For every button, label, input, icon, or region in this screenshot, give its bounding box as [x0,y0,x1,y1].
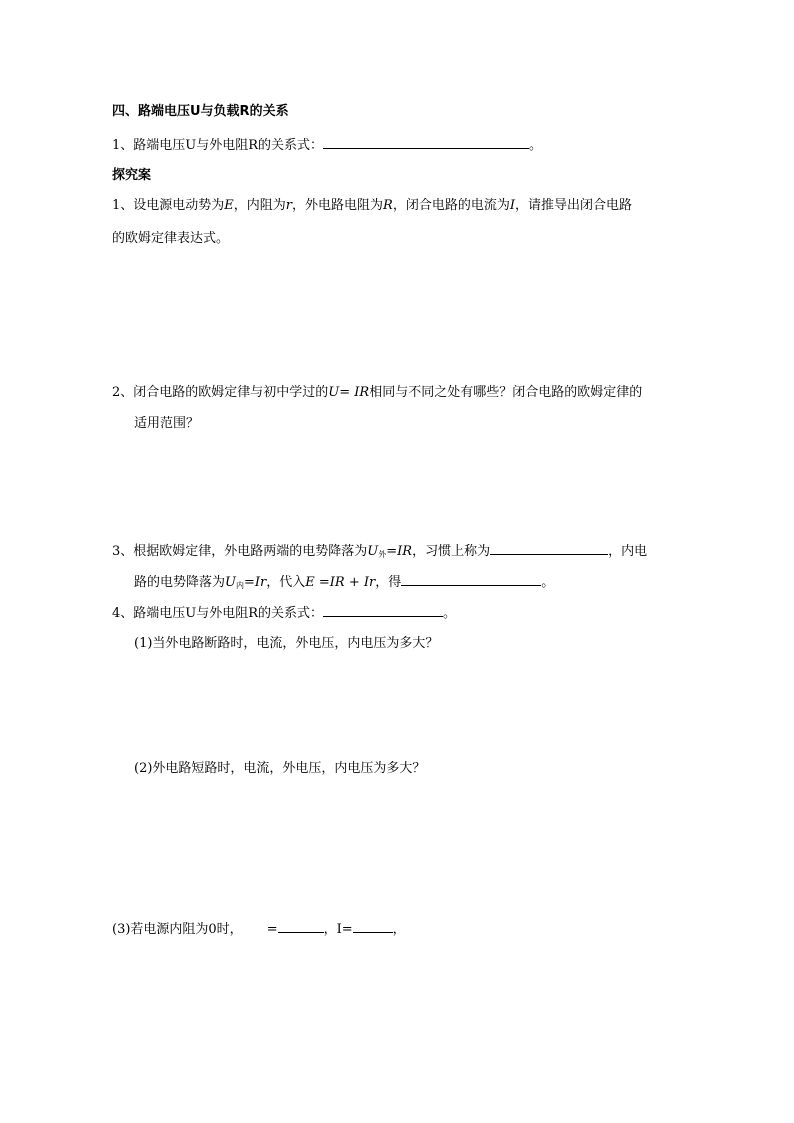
section-title: 四、路端电压U与负载R的关系 [112,104,289,119]
answer-blank[interactable] [401,573,541,586]
question-1: 1、路端电压U与外电阻R的关系式： 。 [112,138,543,153]
sub-question-3: (3)若电源内阻为0时， = ，I= ， [112,922,406,937]
explore-question-2-line2: 适用范围？ [134,416,200,431]
explore-question-3-line2: 路的电势降落为$U_内=Ir$，代入E =IR + Ir，得 。 [134,575,555,590]
explore-heading: 探究案 [112,168,152,183]
answer-blank[interactable] [353,920,393,933]
sub-question-2: (2)外电路短路时，电流，外电压，内电压为多大？ [134,761,426,776]
answer-blank[interactable] [490,542,608,555]
answer-blank[interactable] [323,604,443,617]
sub-question-1: (1)当外电路断路时，电流，外电压，内电压为多大？ [134,636,439,651]
explore-question-1: 1、设电源电动势为E，内阻为r，外电路电阻为R，闭合电路的电流为I，请推导出闭合电路 [112,198,632,213]
explore-question-2: 2、闭合电路的欧姆定律与初中学过的U= IR相同与不同之处有哪些？闭合电路的欧姆定律的 [112,385,643,400]
explore-question-4: 4、路端电压U与外电阻R的关系式： 。 [112,606,457,621]
explore-question-1-line2: 的欧姆定律表达式。 [112,231,230,246]
answer-blank[interactable] [278,920,324,933]
question-1-text: 1、路端电压U与外电阻R的关系式： [112,138,324,153]
explore-question-3: 3、根据欧姆定律，外电路两端的电势降落为$U_外=IR$，习惯上称为 ，内电 [112,544,648,559]
answer-blank[interactable] [323,136,529,149]
